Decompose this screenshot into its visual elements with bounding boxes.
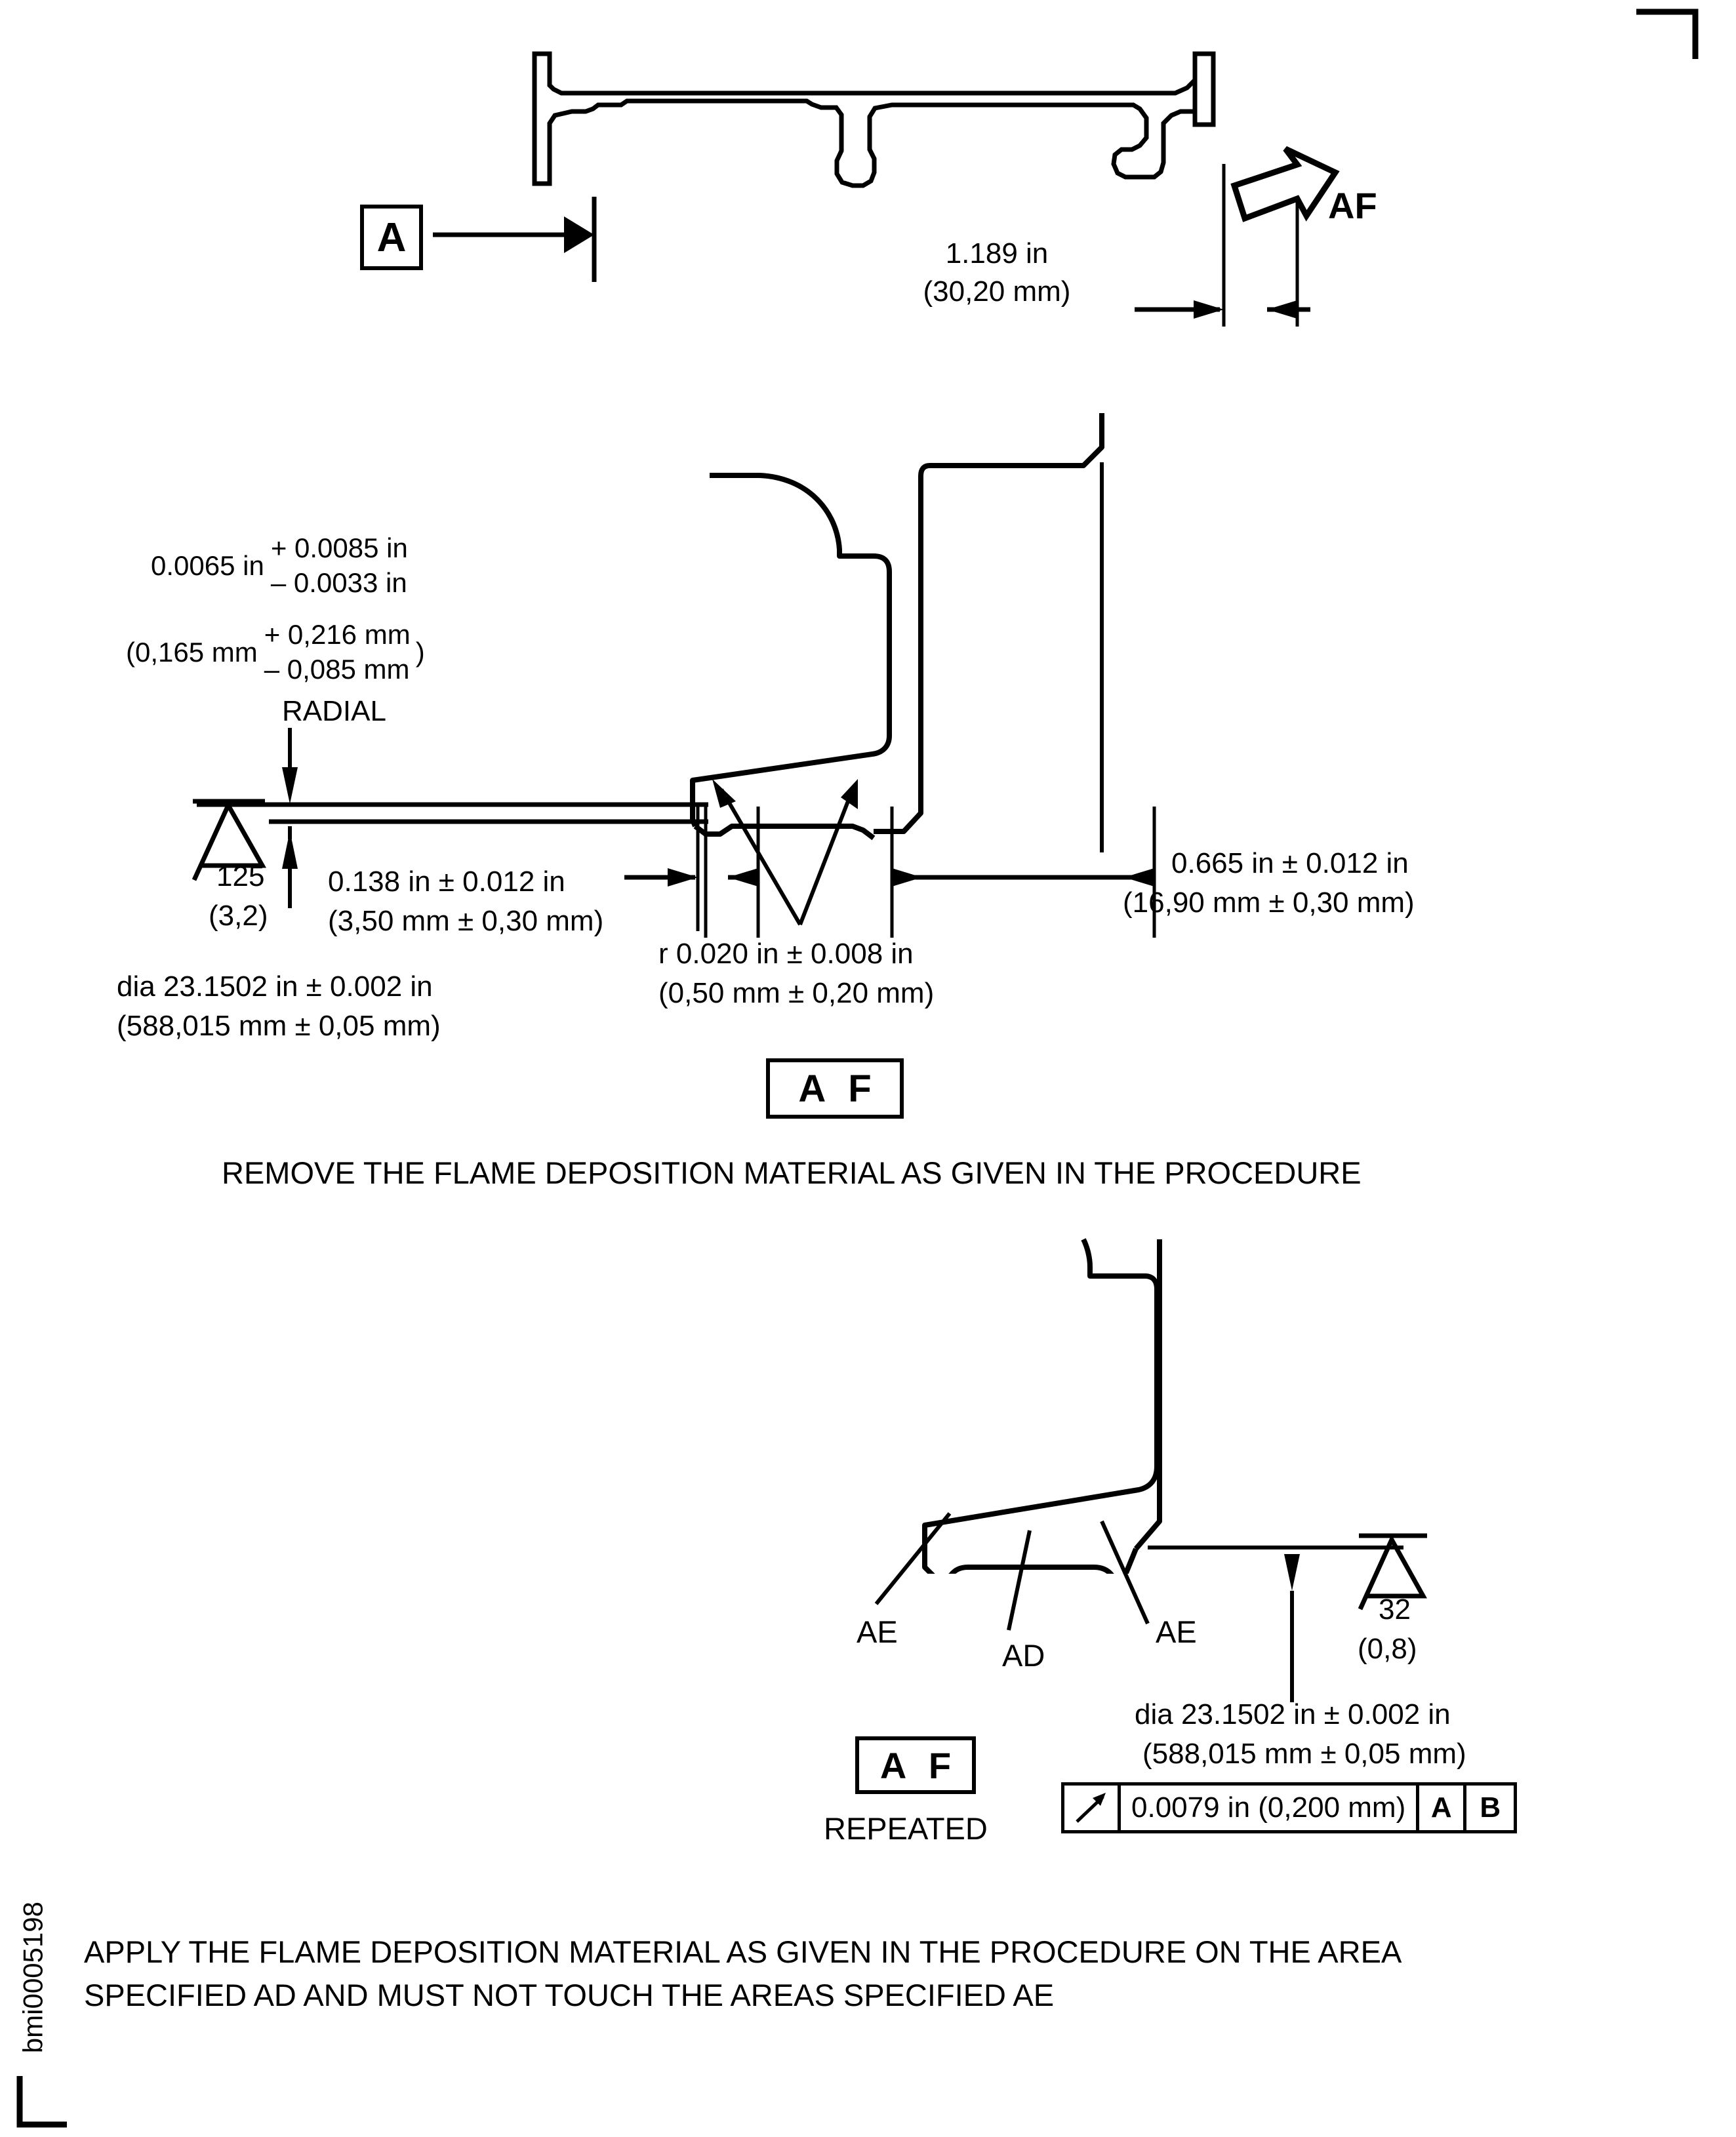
radial-nominal-in: 0.0065 in: [151, 549, 264, 581]
radial-minus-in: – 0.0033 in: [270, 567, 407, 598]
detail-title-af-label: A F: [798, 1067, 878, 1110]
corner-registration-mark-bottom: [14, 2072, 73, 2131]
dim-0665-inch: 0.665 in ± 0.012 in: [1171, 847, 1409, 879]
datum-feature-symbol-a: [360, 205, 423, 270]
dim-0138-inch: 0.138 in ± 0.012 in: [328, 866, 565, 898]
radial-nominal-mm: (0,165 mm: [126, 636, 258, 668]
feature-control-frame: [1061, 1782, 1517, 1833]
fcf-tolerance-value: 0.0079 in (0,200 mm): [1121, 1786, 1419, 1830]
dim-1189-inch: 1.189 in: [945, 237, 1049, 270]
profile-line-arrow-icon: [1064, 1786, 1121, 1830]
radial-tolerance-mm: [126, 618, 425, 687]
drawing-id-code: bmi0005198: [17, 1902, 49, 2054]
detail-title-af-box: [766, 1058, 904, 1119]
detail-title-af-repeated-box: [855, 1736, 976, 1794]
dim-dia-upper-mm: (588,015 mm ± 0,05 mm): [117, 1010, 441, 1042]
label-ae-right: AE: [1156, 1614, 1197, 1649]
surface-finish-32-metric: (0,8): [1358, 1633, 1417, 1665]
dim-0665-mm: (16,90 mm ± 0,30 mm): [1123, 887, 1415, 919]
dim-0138-mm: (3,50 mm ± 0,30 mm): [328, 905, 604, 937]
dim-dia-lower-mm: (588,015 mm ± 0,05 mm): [1142, 1738, 1466, 1770]
radial-minus-mm: – 0,085 mm: [264, 653, 410, 685]
radial-note: RADIAL: [282, 695, 386, 727]
fcf-datum-b: B: [1480, 1791, 1501, 1824]
note-line-1: APPLY THE FLAME DEPOSITION MATERIAL AS GIVEN IN THE PROCEDURE ON THE AREA: [84, 1934, 1402, 1969]
datum-a-leader: [433, 197, 623, 289]
radial-plus-mm: + 0,216 mm: [264, 619, 411, 650]
dim-dia-lower-inch: dia 23.1502 in ± 0.002 in: [1135, 1698, 1451, 1730]
radial-close-paren: ): [415, 636, 425, 668]
radial-dim-arrow-lower: [270, 823, 310, 908]
radial-tolerance-inch: [151, 531, 408, 601]
dim-1189-mm: (30,20 mm): [923, 275, 1071, 308]
detail-af-repeated-subtitle: REPEATED: [824, 1811, 988, 1846]
corner-registration-mark: [1633, 7, 1705, 66]
radius-leader-arrows: [695, 774, 892, 931]
label-ad-center: AD: [1002, 1638, 1045, 1673]
label-ae-left: AE: [857, 1614, 898, 1649]
dim-radius-inch: r 0.020 in ± 0.008 in: [658, 938, 914, 970]
dim-dia-upper-inch: dia 23.1502 in ± 0.002 in: [117, 970, 433, 1003]
note-line-2: SPECIFIED AD AND MUST NOT TOUCH THE AREAS SPECIFIED AE: [84, 1978, 1055, 2012]
dim-radius-mm: (0,50 mm ± 0,20 mm): [658, 977, 935, 1009]
fcf-datum-a: A: [1419, 1786, 1466, 1830]
surface-finish-125-metric: (3,2): [209, 900, 268, 932]
detail-title-af-repeated-label: A F: [879, 1744, 958, 1786]
surface-finish-125-value: 125: [216, 860, 265, 892]
datum-a-label: A: [376, 214, 407, 260]
radial-plus-in: + 0.0085 in: [270, 532, 408, 563]
surface-finish-32-value: 32: [1379, 1593, 1411, 1626]
detail-af-caption: REMOVE THE FLAME DEPOSITION MATERIAL AS GIVEN IN THE PROCEDURE: [222, 1155, 1362, 1190]
view-arrow-af-label: AF: [1328, 185, 1377, 226]
